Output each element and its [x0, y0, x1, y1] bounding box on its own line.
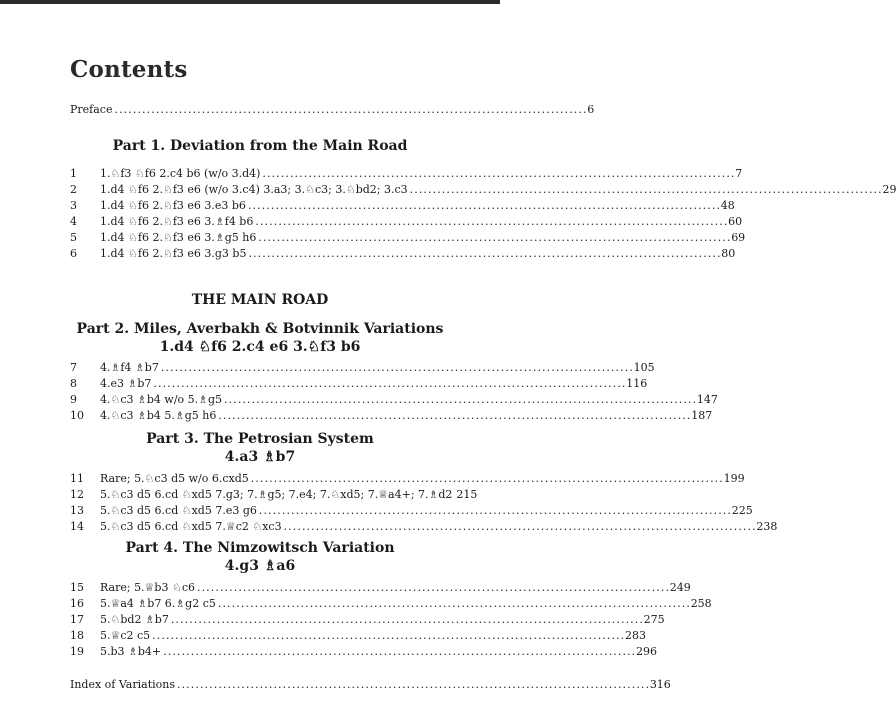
part1-heading: Part 1. Deviation from the Main Road	[112, 138, 408, 154]
entry-text: 4.♘c3 ♗b4 w/o 5.♗g5	[100, 393, 223, 406]
toc-entry[interactable]	[70, 613, 665, 627]
entry-text: 1.d4 ♘f6 2.♘f3 e6 3.♗g5 h6	[100, 231, 257, 244]
leader-dots	[248, 247, 719, 261]
entry-number: 12	[70, 488, 84, 501]
entry-number: 13	[70, 504, 84, 517]
entry-page: 275	[643, 613, 665, 626]
leader-dots	[258, 231, 729, 245]
entry-number: 7	[70, 361, 77, 374]
entry-number: 16	[70, 597, 84, 610]
entry-text: 5.♕a4 ♗b7 6.♗g2 c5	[100, 597, 216, 610]
toc-entry[interactable]	[70, 247, 736, 261]
entry-number: 3	[70, 199, 77, 212]
entry-number: 6	[70, 247, 77, 260]
entry-number: 10	[70, 409, 84, 422]
leader-dots	[262, 167, 733, 181]
entry-text: 5.b3 ♗b4+	[100, 645, 162, 658]
part4-subheading: 4.g3 ♗a6	[224, 558, 296, 574]
toc-entry[interactable]	[70, 393, 718, 407]
entry-page: 238	[756, 520, 778, 533]
entry-number: 5	[70, 231, 77, 244]
entry-page: 215	[456, 488, 478, 501]
entry-page: 105	[633, 361, 655, 374]
leader-dots	[284, 520, 755, 534]
entry-number: 9	[70, 393, 77, 406]
entry-page: 199	[723, 472, 745, 485]
toc-entry-preface[interactable]	[70, 103, 595, 117]
entry-number: 1	[70, 167, 77, 180]
entry-page: 283	[624, 629, 646, 642]
part4-heading: Part 4. The Nimzowitsch Variation	[125, 540, 395, 556]
entry-text: 1.♘f3 ♘f6 2.c4 b6 (w/o 3.d4)	[100, 167, 261, 180]
entry-text: 5.♘c3 d5 6.cd ♘xd5 7.♕c2 ♘xc3	[100, 520, 282, 533]
toc-entry[interactable]	[70, 645, 657, 659]
entry-text: 5.♕c2 c5	[100, 629, 151, 642]
toc-entry[interactable]	[70, 488, 478, 502]
toc-entry[interactable]	[70, 520, 778, 534]
entry-text: Rare; 5.♕b3 ♘c6	[100, 581, 195, 594]
entry-number: 18	[70, 629, 84, 642]
entry-page: 6	[587, 103, 595, 116]
entry-text: 5.♘c3 d5 6.cd ♘xd5 7.g3; 7.♗g5; 7.e4; 7.♘xd5; 7.♕a4+; 7.♗d2	[100, 488, 453, 501]
toc-entry[interactable]	[70, 361, 655, 375]
entry-text: Rare; 5.♘c3 d5 w/o 6.cxd5	[100, 472, 249, 485]
entry-text: 5.♘c3 d5 6.cd ♘xd5 7.e3 g6	[100, 504, 257, 517]
leader-dots	[410, 183, 881, 197]
toc-entry-index[interactable]	[70, 678, 671, 692]
toc-entry[interactable]	[70, 409, 713, 423]
entry-number: 19	[70, 645, 84, 658]
part2-heading: Part 2. Miles, Averbakh & Botvinnik Variations	[76, 321, 444, 337]
leader-dots	[161, 361, 632, 375]
entry-page: 48	[720, 199, 735, 212]
toc-entry[interactable]	[70, 629, 646, 643]
leader-dots	[259, 504, 730, 518]
top-border	[0, 0, 500, 4]
part2-subheading: 1.d4 ♘f6 2.c4 e6 3.♘f3 b6	[159, 339, 361, 355]
toc-entry[interactable]	[70, 504, 753, 518]
leader-dots	[197, 581, 668, 595]
entry-page: 80	[721, 247, 736, 260]
entry-page: 147	[696, 393, 718, 406]
part3-subheading: 4.a3 ♗b7	[224, 449, 296, 465]
entry-page: 316	[649, 678, 671, 691]
entry-number: 2	[70, 183, 77, 196]
page-title: Contents	[70, 56, 188, 83]
leader-dots	[153, 377, 624, 391]
toc-entry[interactable]	[70, 231, 746, 245]
part3-heading: Part 3. The Petrosian System	[146, 431, 374, 447]
entry-text: 4.e3 ♗b7	[100, 377, 152, 390]
entry-text: 1.d4 ♘f6 2.♘f3 e6 3.e3 b6	[100, 199, 246, 212]
entry-number: 15	[70, 581, 84, 594]
leader-dots	[163, 645, 634, 659]
entry-page: 116	[626, 377, 648, 390]
entry-page: 249	[669, 581, 691, 594]
entry-text: 4.♗f4 ♗b7	[100, 361, 159, 374]
entry-number: 14	[70, 520, 84, 533]
toc-entry[interactable]	[70, 581, 691, 595]
leader-dots	[218, 597, 689, 611]
leader-dots	[248, 199, 719, 213]
leader-dots	[218, 409, 689, 423]
main-road-heading: THE MAIN ROAD	[191, 292, 329, 308]
entry-page: 29	[882, 183, 896, 196]
entry-text: 1.d4 ♘f6 2.♘f3 e6 (w/o 3.c4) 3.a3; 3.♘c3; 3.♘bd2; 3.c3	[100, 183, 408, 196]
toc-entry[interactable]	[70, 215, 743, 229]
leader-dots	[251, 472, 722, 486]
toc-entry[interactable]	[70, 597, 712, 611]
entry-page: 187	[691, 409, 713, 422]
entry-number: 4	[70, 215, 77, 228]
entry-page: 225	[731, 504, 753, 517]
leader-dots	[152, 629, 623, 643]
entry-text: Index of Variations	[70, 678, 175, 691]
entry-number: 17	[70, 613, 84, 626]
entry-text: 1.d4 ♘f6 2.♘f3 e6 3.♗f4 b6	[100, 215, 254, 228]
toc-entry[interactable]	[70, 377, 648, 391]
toc-entry[interactable]	[70, 199, 735, 213]
entry-text: 4.♘c3 ♗b4 5.♗g5 h6	[100, 409, 217, 422]
leader-dots	[255, 215, 726, 229]
entry-page: 7	[735, 167, 743, 180]
entry-page: 296	[635, 645, 657, 658]
leader-dots	[114, 103, 585, 117]
entry-text: 5.♘bd2 ♗b7	[100, 613, 169, 626]
toc-entry[interactable]	[70, 183, 896, 197]
entry-page: 258	[690, 597, 712, 610]
entry-number: 11	[70, 472, 84, 485]
toc-entry[interactable]	[70, 472, 745, 486]
leader-dots	[171, 613, 642, 627]
toc-entry[interactable]	[70, 167, 743, 181]
leader-dots	[224, 393, 695, 407]
entry-text: 1.d4 ♘f6 2.♘f3 e6 3.g3 b5	[100, 247, 247, 260]
entry-number: 8	[70, 377, 77, 390]
entry-page: 69	[731, 231, 746, 244]
entry-page: 60	[728, 215, 743, 228]
leader-dots	[177, 678, 648, 692]
entry-text: Preface	[70, 103, 113, 116]
